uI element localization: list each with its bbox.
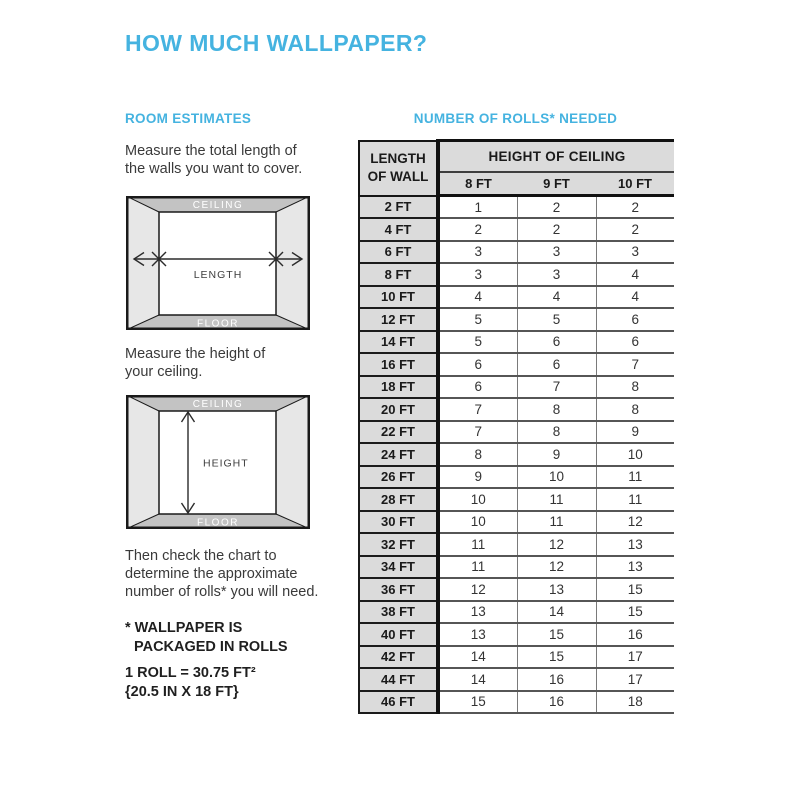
room-estimates-heading: ROOM ESTIMATES — [125, 111, 252, 126]
table-row — [359, 263, 674, 286]
rolls-value-cell: 10 — [438, 488, 517, 511]
rolls-needed-heading: NUMBER OF ROLLS* NEEDED — [413, 111, 618, 126]
col-header-10ft: 10 FT — [596, 172, 674, 196]
rolls-value-cell: 11 — [438, 533, 517, 556]
room-length-diagram — [126, 196, 310, 330]
step1-instructions — [125, 142, 302, 178]
wall-length-cell: 4 FT — [359, 218, 438, 241]
rolls-value-cell: 3 — [517, 263, 596, 286]
left-wall — [126, 395, 159, 529]
step1-line2: the walls you want to cover. — [125, 161, 303, 177]
col-header-9ft: 9 FT — [517, 172, 596, 196]
table-row — [359, 443, 674, 466]
rolls-value-cell: 2 — [517, 196, 596, 219]
rolls-value-cell: 13 — [596, 556, 674, 579]
rolls-value-cell: 6 — [517, 331, 596, 354]
rolls-value-cell: 4 — [596, 263, 674, 286]
col-header-8ft: 8 FT — [438, 172, 517, 196]
table-row — [359, 196, 674, 219]
rolls-value-cell: 14 — [517, 601, 596, 624]
wall-length-cell: 2 FT — [359, 196, 438, 219]
roll-info-line2: {20.5 IN X 18 FT} — [125, 684, 239, 700]
wall-length-cell: 40 FT — [359, 623, 438, 646]
rolls-value-cell: 8 — [517, 421, 596, 444]
rolls-value-cell: 15 — [517, 646, 596, 669]
step2-line1: Measure the height of — [125, 346, 266, 362]
wall-length-cell: 12 FT — [359, 308, 438, 331]
rolls-value-cell: 11 — [596, 488, 674, 511]
roll-info-line1: 1 ROLL = 30.75 FT² — [125, 665, 256, 681]
table-row — [359, 646, 674, 669]
rolls-value-cell: 14 — [438, 646, 517, 669]
table-row — [359, 691, 674, 714]
rolls-value-cell: 8 — [517, 398, 596, 421]
rolls-value-cell: 3 — [596, 241, 674, 264]
page-title: HOW MUCH WALLPAPER? — [125, 30, 428, 56]
rolls-value-cell: 18 — [596, 691, 674, 714]
rolls-value-cell: 8 — [596, 398, 674, 421]
rolls-value-cell: 7 — [596, 353, 674, 376]
rolls-value-cell: 5 — [517, 308, 596, 331]
wall-length-cell: 38 FT — [359, 601, 438, 624]
rolls-table — [358, 139, 674, 714]
rolls-value-cell: 2 — [596, 196, 674, 219]
rolls-value-cell: 6 — [517, 353, 596, 376]
table-row — [359, 421, 674, 444]
ceiling-label: CEILING — [192, 399, 244, 410]
rolls-value-cell: 2 — [517, 218, 596, 241]
table-row — [359, 308, 674, 331]
rolls-value-cell: 12 — [517, 556, 596, 579]
step1-line1: Measure the total length of — [125, 143, 297, 159]
rolls-value-cell: 4 — [438, 286, 517, 309]
rolls-value-cell: 14 — [438, 668, 517, 691]
table-row — [359, 218, 674, 241]
roll-size-info — [125, 664, 256, 702]
table-row — [359, 578, 674, 601]
rolls-value-cell: 2 — [438, 218, 517, 241]
rolls-value-cell: 4 — [517, 286, 596, 309]
wall-length-cell: 10 FT — [359, 286, 438, 309]
rolls-value-cell: 7 — [438, 398, 517, 421]
right-wall — [276, 196, 310, 330]
rolls-value-cell: 11 — [517, 511, 596, 534]
table-row — [359, 488, 674, 511]
table-row — [359, 353, 674, 376]
rolls-value-cell: 17 — [596, 668, 674, 691]
rolls-value-cell: 8 — [596, 376, 674, 399]
table-row — [359, 511, 674, 534]
rolls-value-cell: 3 — [438, 241, 517, 264]
rolls-value-cell: 4 — [596, 286, 674, 309]
table-row — [359, 601, 674, 624]
rolls-value-cell: 16 — [596, 623, 674, 646]
wall-length-cell: 22 FT — [359, 421, 438, 444]
step3-line1: Then check the chart to — [125, 548, 277, 564]
wall-length-cell: 18 FT — [359, 376, 438, 399]
wall-length-cell: 44 FT — [359, 668, 438, 691]
step2-line2: your ceiling. — [125, 364, 203, 380]
table-row — [359, 668, 674, 691]
rolls-value-cell: 6 — [438, 376, 517, 399]
rolls-value-cell: 10 — [596, 443, 674, 466]
height-of-ceiling-header: HEIGHT OF CEILING — [438, 141, 674, 172]
wall-length-cell: 42 FT — [359, 646, 438, 669]
right-wall — [276, 395, 310, 529]
rolls-value-cell: 9 — [517, 443, 596, 466]
rolls-value-cell: 13 — [596, 533, 674, 556]
rolls-value-cell: 16 — [517, 668, 596, 691]
length-dimension-label: LENGTH — [193, 269, 243, 281]
table-row — [359, 286, 674, 309]
step3-line2: determine the approximate — [125, 566, 298, 582]
table-row — [359, 376, 674, 399]
rolls-value-cell: 15 — [596, 601, 674, 624]
step3-line3: number of rolls* you will need. — [125, 584, 319, 600]
ceiling-label: CEILING — [192, 200, 244, 211]
wall-length-cell: 46 FT — [359, 691, 438, 714]
footnote-line1: * WALLPAPER IS — [125, 620, 243, 636]
table-row — [359, 623, 674, 646]
floor-label: FLOOR — [197, 517, 239, 529]
length-of-wall-header-line1: LENGTH — [370, 150, 426, 166]
rolls-value-cell: 16 — [517, 691, 596, 714]
rolls-value-cell: 10 — [517, 466, 596, 489]
rolls-value-cell: 8 — [438, 443, 517, 466]
wall-length-cell: 36 FT — [359, 578, 438, 601]
rolls-value-cell: 7 — [438, 421, 517, 444]
rolls-value-cell: 9 — [438, 466, 517, 489]
rolls-value-cell: 3 — [438, 263, 517, 286]
rolls-value-cell: 13 — [438, 623, 517, 646]
length-of-wall-header-line2: OF WALL — [367, 169, 429, 184]
rolls-value-cell: 11 — [438, 556, 517, 579]
table-row — [359, 466, 674, 489]
step2-instructions — [125, 345, 265, 381]
table-row — [359, 556, 674, 579]
rolls-value-cell: 15 — [438, 691, 517, 714]
wall-length-cell: 24 FT — [359, 443, 438, 466]
rolls-value-cell: 13 — [517, 578, 596, 601]
rolls-value-cell: 2 — [596, 218, 674, 241]
rolls-value-cell: 6 — [438, 353, 517, 376]
wall-length-cell: 6 FT — [359, 241, 438, 264]
rolls-table-container — [358, 139, 674, 714]
rolls-value-cell: 15 — [517, 623, 596, 646]
rolls-value-cell: 17 — [596, 646, 674, 669]
wall-length-cell: 16 FT — [359, 353, 438, 376]
rolls-value-cell: 11 — [517, 488, 596, 511]
rolls-value-cell: 3 — [517, 241, 596, 264]
wall-length-cell: 34 FT — [359, 556, 438, 579]
room-height-diagram — [126, 395, 310, 529]
rolls-value-cell: 11 — [596, 466, 674, 489]
wallpaper-packaging-footnote — [125, 619, 288, 657]
rolls-value-cell: 5 — [438, 308, 517, 331]
table-row — [359, 533, 674, 556]
rolls-value-cell: 13 — [438, 601, 517, 624]
step3-instructions — [125, 547, 318, 601]
wall-length-cell: 26 FT — [359, 466, 438, 489]
wall-length-cell: 8 FT — [359, 263, 438, 286]
wall-length-cell: 30 FT — [359, 511, 438, 534]
length-of-wall-header — [359, 141, 438, 196]
rolls-value-cell: 12 — [438, 578, 517, 601]
height-dimension-label: HEIGHT — [203, 457, 249, 470]
inner-room — [159, 212, 276, 315]
rolls-value-cell: 10 — [438, 511, 517, 534]
rolls-value-cell: 12 — [517, 533, 596, 556]
rolls-value-cell: 6 — [596, 308, 674, 331]
table-row — [359, 398, 674, 421]
wall-length-cell: 32 FT — [359, 533, 438, 556]
wall-length-cell: 14 FT — [359, 331, 438, 354]
table-row — [359, 331, 674, 354]
footnote-line2: PACKAGED IN ROLLS — [134, 639, 288, 655]
wall-length-cell: 28 FT — [359, 488, 438, 511]
rolls-value-cell: 5 — [438, 331, 517, 354]
rolls-table-body — [359, 196, 674, 714]
rolls-value-cell: 1 — [438, 196, 517, 219]
wall-length-cell: 20 FT — [359, 398, 438, 421]
rolls-value-cell: 15 — [596, 578, 674, 601]
rolls-value-cell: 12 — [596, 511, 674, 534]
floor-label: FLOOR — [197, 318, 239, 330]
rolls-value-cell: 7 — [517, 376, 596, 399]
rolls-value-cell: 9 — [596, 421, 674, 444]
table-row — [359, 241, 674, 264]
rolls-value-cell: 6 — [596, 331, 674, 354]
